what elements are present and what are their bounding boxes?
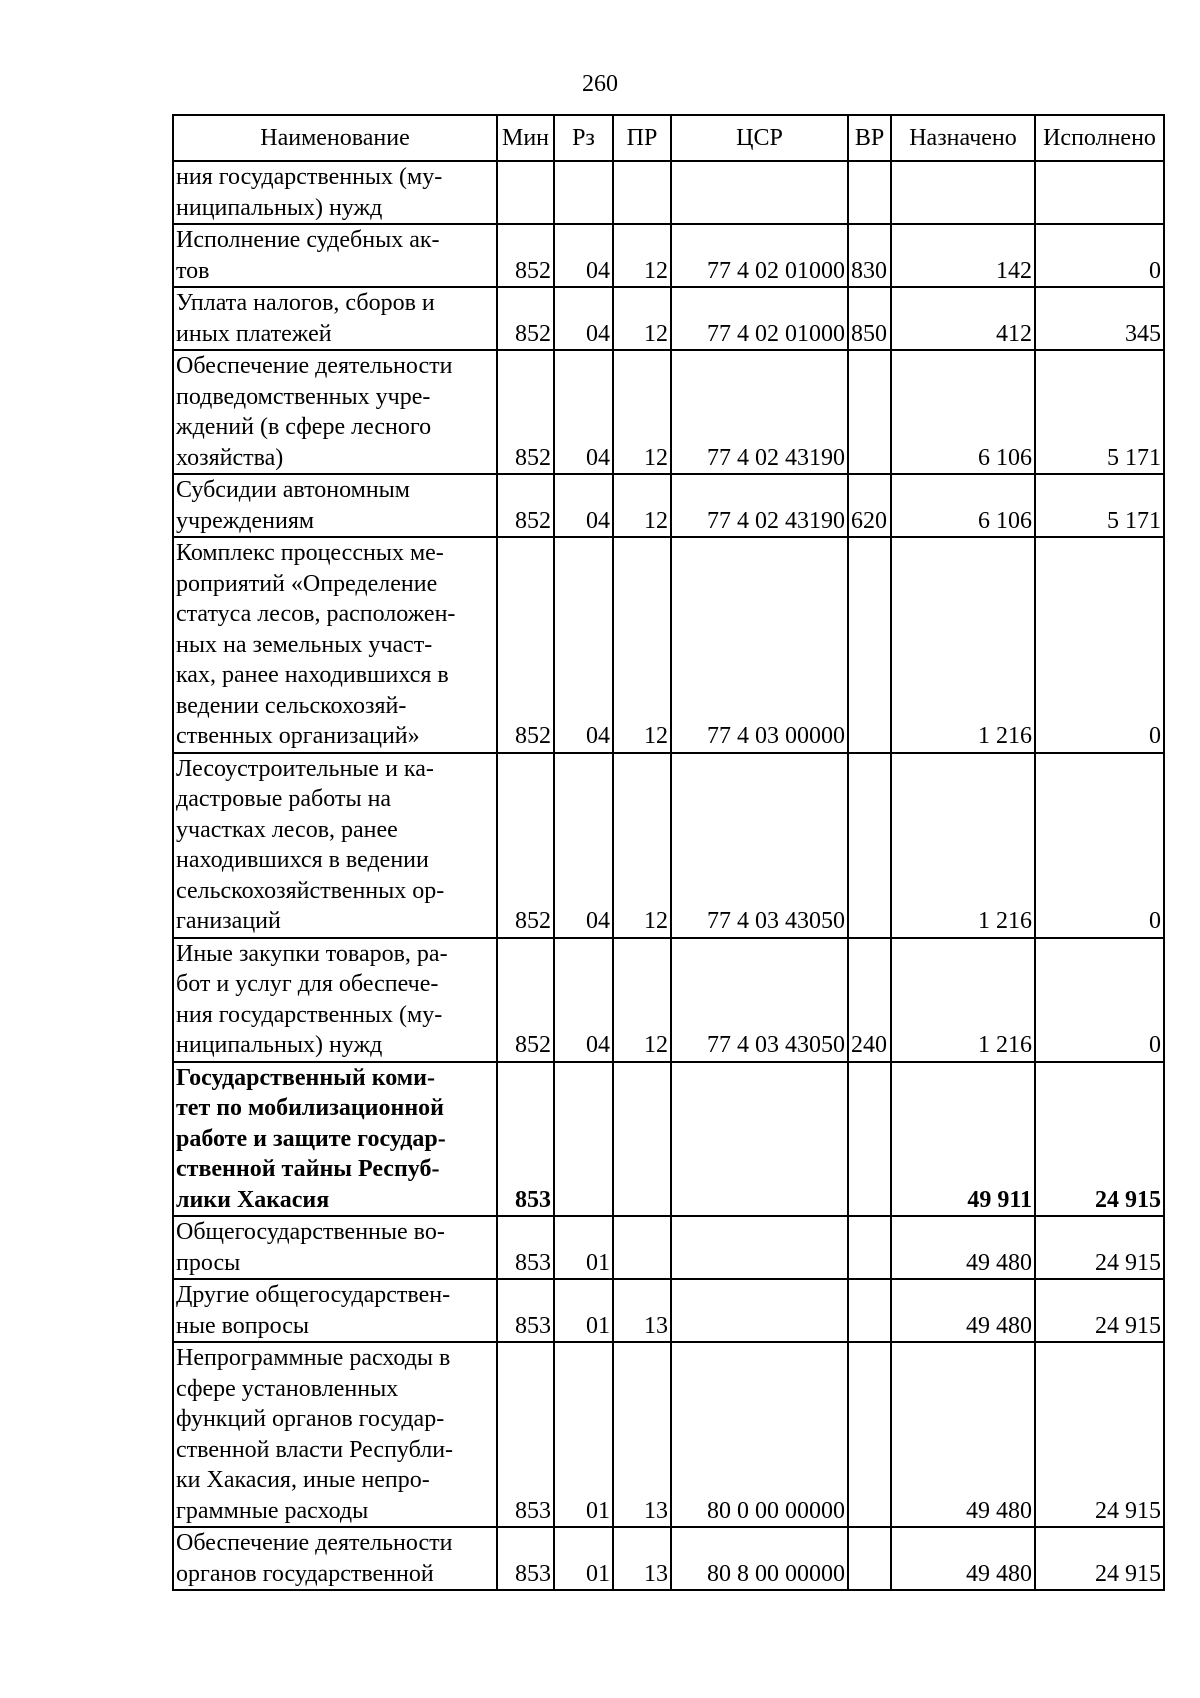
cell-csr: 77 4 02 01000 xyxy=(671,287,848,350)
cell-csr: 77 4 02 01000 xyxy=(671,224,848,287)
column-header-name: Наименование xyxy=(173,115,497,161)
cell-executed: 5 171 xyxy=(1035,474,1164,537)
cell-vr xyxy=(848,1216,891,1279)
column-header-assigned: Назначено xyxy=(891,115,1035,161)
cell-csr: 77 4 02 43190 xyxy=(671,474,848,537)
table-row xyxy=(173,1062,1164,1217)
cell-min: 853 xyxy=(497,1342,554,1527)
cell-rz: 04 xyxy=(554,537,613,753)
table-row xyxy=(173,537,1164,753)
cell-name: Обеспечение деятельности подведомственных учре- ждений (в сфере лесного хозяйства) xyxy=(173,350,497,474)
cell-executed: 24 915 xyxy=(1035,1342,1164,1527)
cell-name: Государственный коми- тет по мобилизационной работе и защите государ- ственной тайны Респуб- лики Хакасия xyxy=(173,1062,497,1217)
cell-assigned: 1 216 xyxy=(891,537,1035,753)
cell-rz: 01 xyxy=(554,1342,613,1527)
cell-name: Исполнение судебных ак- тов xyxy=(173,224,497,287)
cell-vr xyxy=(848,1279,891,1342)
cell-executed: 5 171 xyxy=(1035,350,1164,474)
cell-csr xyxy=(671,161,848,224)
cell-executed: 0 xyxy=(1035,537,1164,753)
cell-min xyxy=(497,161,554,224)
cell-min: 852 xyxy=(497,938,554,1062)
cell-name: Иные закупки товаров, ра- бот и услуг для обеспече- ния государственных (му- ниципальных) нужд xyxy=(173,938,497,1062)
cell-assigned: 142 xyxy=(891,224,1035,287)
cell-pr: 13 xyxy=(613,1527,671,1590)
table-body xyxy=(173,161,1164,1590)
cell-rz: 04 xyxy=(554,753,613,938)
cell-assigned: 49 480 xyxy=(891,1342,1035,1527)
page-number: 260 xyxy=(582,71,618,97)
cell-rz: 04 xyxy=(554,350,613,474)
table-row xyxy=(173,1279,1164,1342)
table-row xyxy=(173,1342,1164,1527)
cell-csr xyxy=(671,1279,848,1342)
table-row xyxy=(173,224,1164,287)
table-row xyxy=(173,1527,1164,1590)
cell-rz: 04 xyxy=(554,287,613,350)
cell-vr xyxy=(848,350,891,474)
cell-name: Субсидии автономным учреждениям xyxy=(173,474,497,537)
cell-csr: 77 4 02 43190 xyxy=(671,350,848,474)
cell-vr: 620 xyxy=(848,474,891,537)
cell-min: 852 xyxy=(497,224,554,287)
header-row xyxy=(173,115,1164,161)
cell-pr: 12 xyxy=(613,350,671,474)
cell-assigned: 49 480 xyxy=(891,1279,1035,1342)
cell-vr xyxy=(848,1527,891,1590)
cell-assigned: 49 911 xyxy=(891,1062,1035,1217)
cell-pr: 13 xyxy=(613,1279,671,1342)
cell-assigned: 1 216 xyxy=(891,938,1035,1062)
cell-rz: 01 xyxy=(554,1279,613,1342)
cell-min: 852 xyxy=(497,753,554,938)
table-row xyxy=(173,938,1164,1062)
cell-name: ния государственных (му- ниципальных) нужд xyxy=(173,161,497,224)
cell-rz: 04 xyxy=(554,474,613,537)
cell-csr xyxy=(671,1216,848,1279)
cell-pr: 12 xyxy=(613,224,671,287)
table-row xyxy=(173,287,1164,350)
column-header-rz: Рз xyxy=(554,115,613,161)
cell-assigned: 1 216 xyxy=(891,753,1035,938)
cell-vr: 850 xyxy=(848,287,891,350)
column-header-executed: Исполнено xyxy=(1035,115,1164,161)
cell-name: Непрограммные расходы в сфере установленных функций органов государ- ственной власти Республи- ки Хакасия, иные непро- граммные расходы xyxy=(173,1342,497,1527)
table-row xyxy=(173,161,1164,224)
cell-rz: 01 xyxy=(554,1216,613,1279)
column-header-csr: ЦСР xyxy=(671,115,848,161)
cell-name: Комплекс процессных ме- роприятий «Определение статуса лесов, расположен- ных на земельных участ- ках, ранее находившихся в ведении сельскохозяй- ственных организаций» xyxy=(173,537,497,753)
cell-executed xyxy=(1035,161,1164,224)
cell-vr: 240 xyxy=(848,938,891,1062)
cell-min: 852 xyxy=(497,537,554,753)
table-row xyxy=(173,753,1164,938)
cell-rz: 01 xyxy=(554,1527,613,1590)
cell-assigned xyxy=(891,161,1035,224)
cell-min: 853 xyxy=(497,1279,554,1342)
cell-min: 852 xyxy=(497,350,554,474)
cell-assigned: 412 xyxy=(891,287,1035,350)
cell-rz: 04 xyxy=(554,938,613,1062)
cell-vr xyxy=(848,1342,891,1527)
cell-name: Обеспечение деятельности органов государственной xyxy=(173,1527,497,1590)
cell-vr xyxy=(848,537,891,753)
cell-executed: 24 915 xyxy=(1035,1279,1164,1342)
column-header-vr: ВР xyxy=(848,115,891,161)
column-header-pr: ПР xyxy=(613,115,671,161)
cell-csr: 77 4 03 43050 xyxy=(671,938,848,1062)
cell-pr: 12 xyxy=(613,938,671,1062)
cell-executed: 24 915 xyxy=(1035,1527,1164,1590)
cell-pr xyxy=(613,1216,671,1279)
cell-csr: 77 4 03 43050 xyxy=(671,753,848,938)
cell-executed: 345 xyxy=(1035,287,1164,350)
cell-rz: 04 xyxy=(554,224,613,287)
cell-min: 853 xyxy=(497,1527,554,1590)
cell-vr xyxy=(848,1062,891,1217)
cell-csr: 80 8 00 00000 xyxy=(671,1527,848,1590)
cell-pr: 12 xyxy=(613,537,671,753)
cell-assigned: 49 480 xyxy=(891,1216,1035,1279)
table-row xyxy=(173,474,1164,537)
cell-rz xyxy=(554,1062,613,1217)
cell-executed: 24 915 xyxy=(1035,1062,1164,1217)
table-row xyxy=(173,1216,1164,1279)
table-header xyxy=(173,115,1164,161)
cell-min: 852 xyxy=(497,474,554,537)
cell-name: Лесоустроительные и ка- дастровые работы на участках лесов, ранее находившихся в ведении сельскохозяйственных ор- ганизаций xyxy=(173,753,497,938)
budget-table xyxy=(172,114,1165,1591)
cell-csr: 80 0 00 00000 xyxy=(671,1342,848,1527)
cell-pr xyxy=(613,1062,671,1217)
cell-executed: 0 xyxy=(1035,753,1164,938)
cell-vr: 830 xyxy=(848,224,891,287)
cell-rz xyxy=(554,161,613,224)
cell-vr xyxy=(848,161,891,224)
table-row xyxy=(173,350,1164,474)
cell-min: 853 xyxy=(497,1062,554,1217)
cell-pr: 12 xyxy=(613,287,671,350)
cell-executed: 24 915 xyxy=(1035,1216,1164,1279)
cell-csr xyxy=(671,1062,848,1217)
cell-pr: 12 xyxy=(613,474,671,537)
cell-name: Уплата налогов, сборов и иных платежей xyxy=(173,287,497,350)
cell-name: Общегосударственные во- просы xyxy=(173,1216,497,1279)
column-header-min: Мин xyxy=(497,115,554,161)
cell-assigned: 6 106 xyxy=(891,474,1035,537)
cell-assigned: 6 106 xyxy=(891,350,1035,474)
cell-csr: 77 4 03 00000 xyxy=(671,537,848,753)
cell-executed: 0 xyxy=(1035,938,1164,1062)
cell-vr xyxy=(848,753,891,938)
cell-pr xyxy=(613,161,671,224)
cell-name: Другие общегосударствен- ные вопросы xyxy=(173,1279,497,1342)
cell-min: 853 xyxy=(497,1216,554,1279)
cell-pr: 13 xyxy=(613,1342,671,1527)
cell-executed: 0 xyxy=(1035,224,1164,287)
cell-min: 852 xyxy=(497,287,554,350)
cell-assigned: 49 480 xyxy=(891,1527,1035,1590)
cell-pr: 12 xyxy=(613,753,671,938)
